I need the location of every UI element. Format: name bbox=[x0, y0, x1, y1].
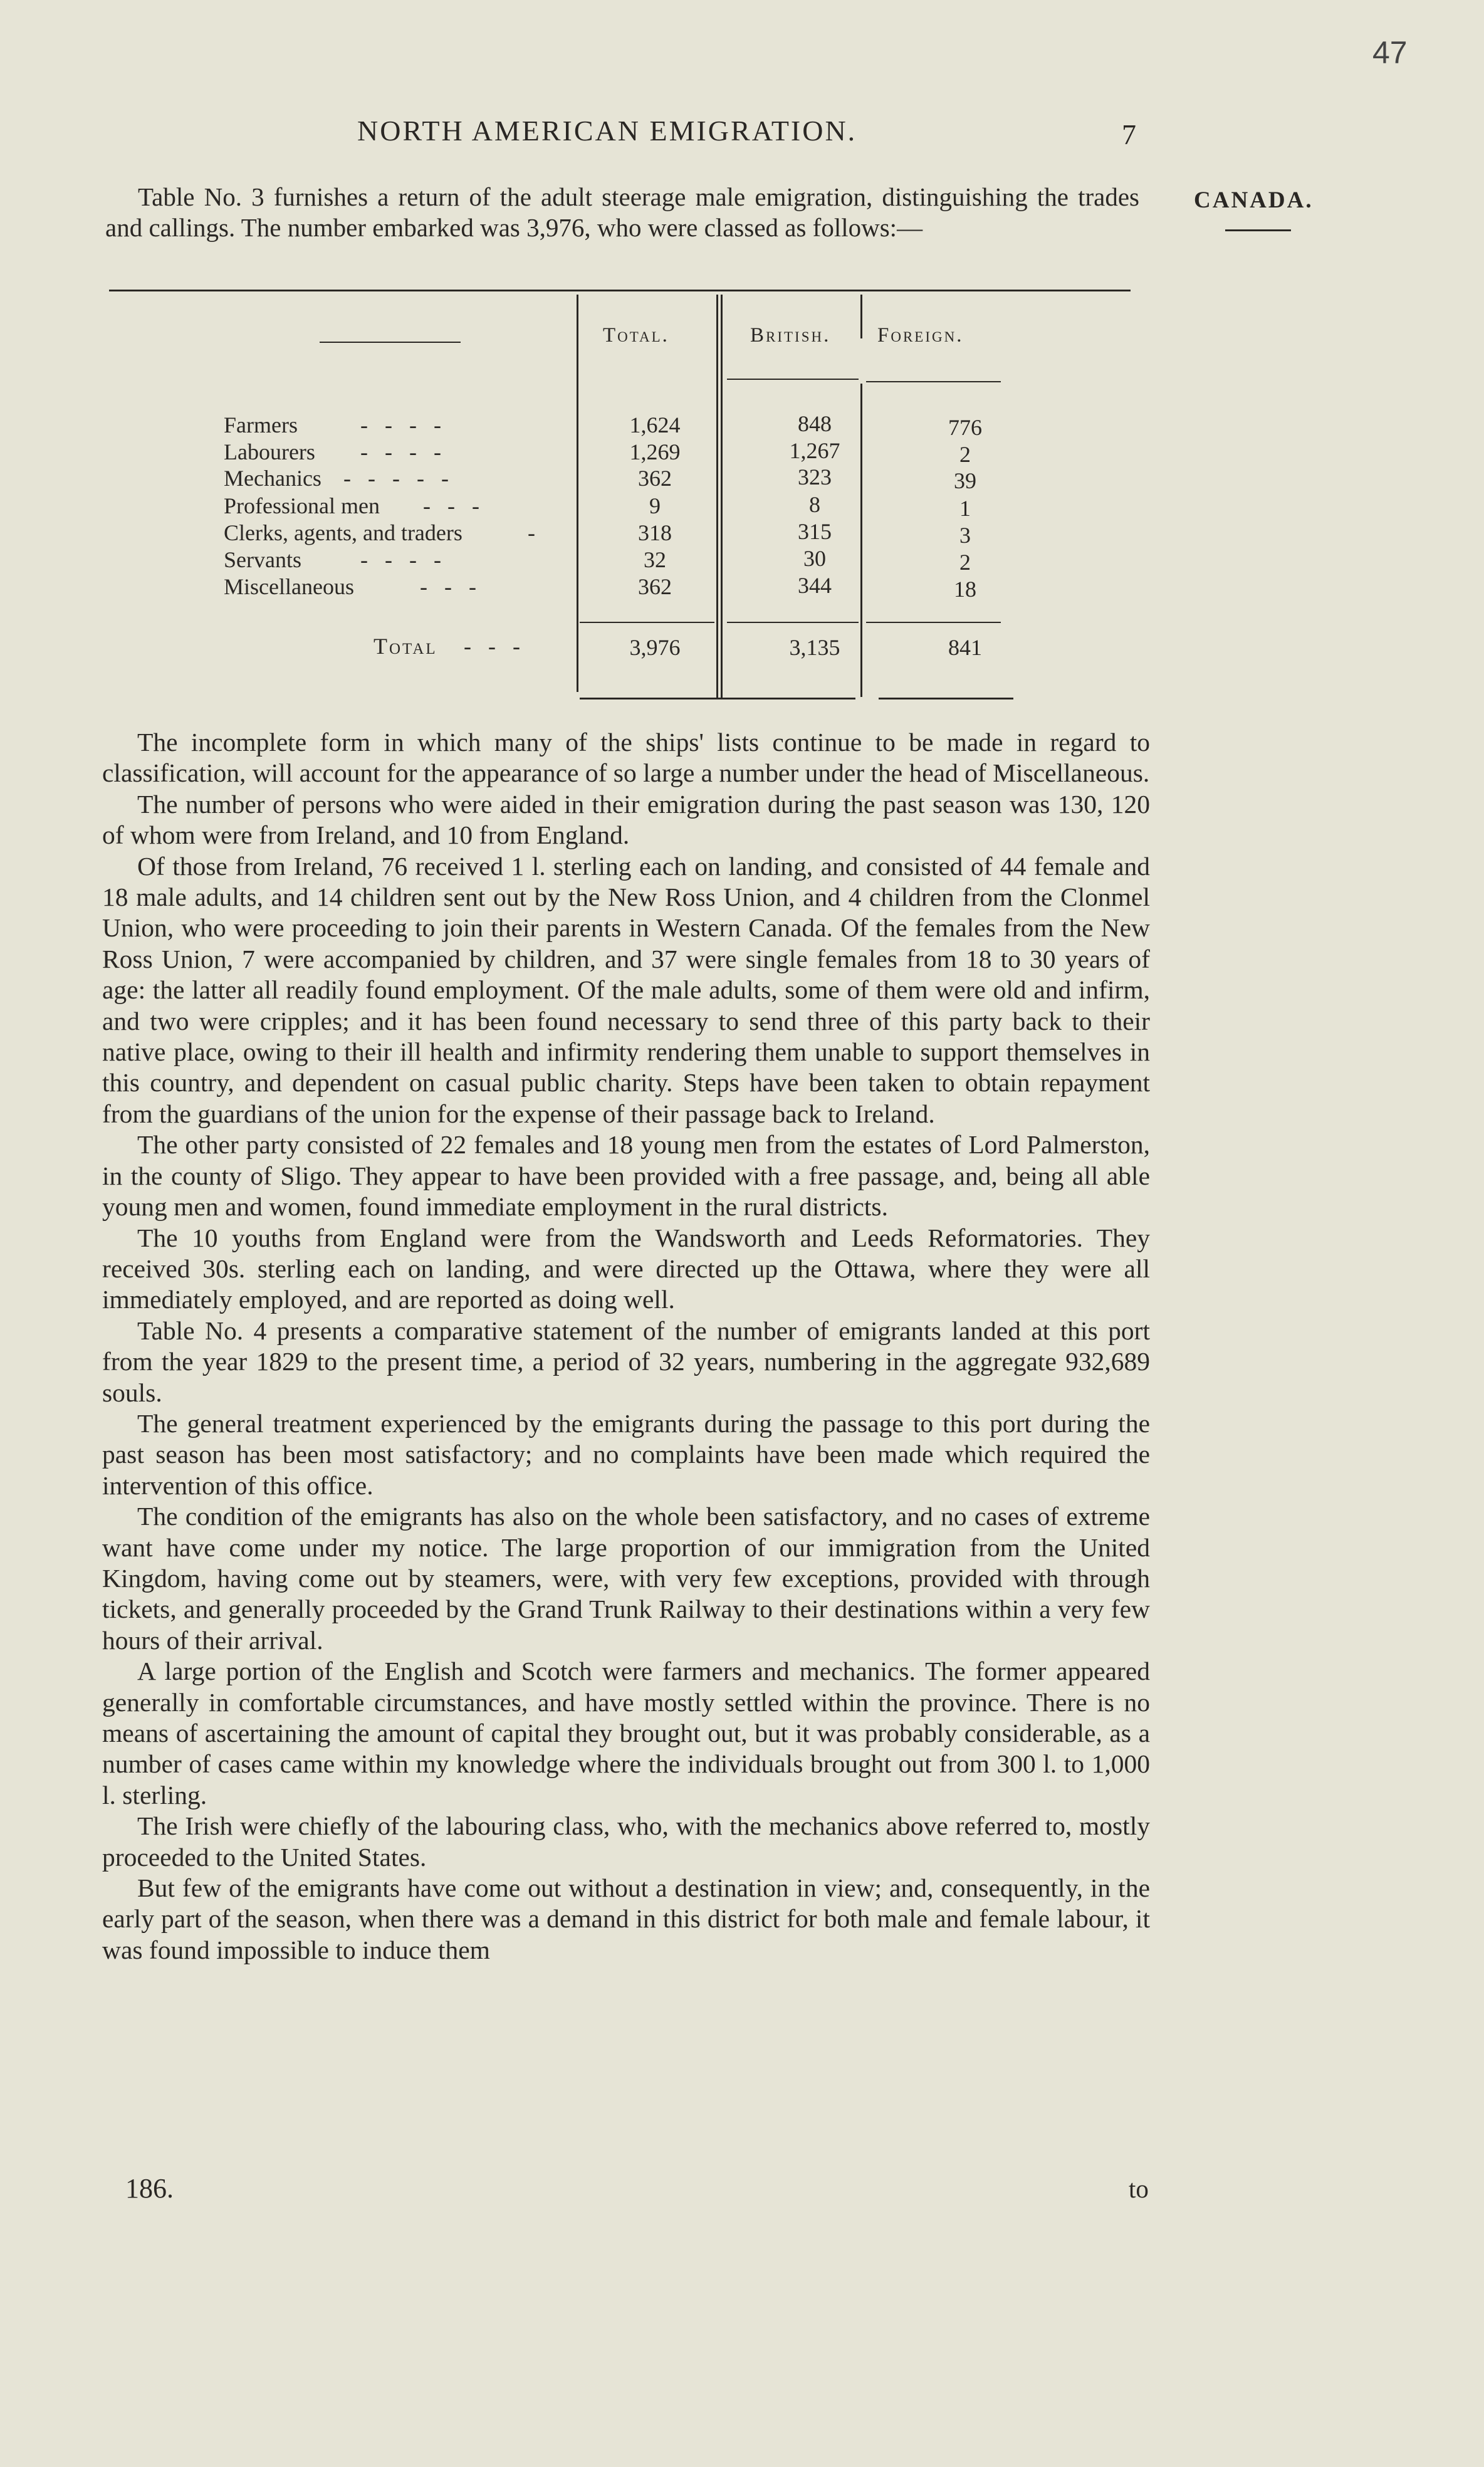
row-foreign: 39 bbox=[954, 468, 976, 493]
row-british: 1,267 bbox=[789, 438, 840, 463]
header-british: British. bbox=[750, 324, 831, 347]
header-foreign: Foreign. bbox=[877, 324, 964, 347]
row-british: 8 bbox=[809, 492, 820, 517]
totals-british: 3,135 bbox=[789, 635, 840, 660]
row-label: Servants bbox=[224, 547, 301, 572]
table-top-rule bbox=[109, 290, 1131, 291]
paragraph: A large portion of the English and Scotch were farmers and mechanics. The former appeared generally in comfortable circumstances, and have mostly settled within the province. There is no means of ascertaining the amount of capital they brought out, but it was probably considerable, as a number of cases came within my knowledge where the individuals brought out from 300 l. to 1,000 l. sterling. bbox=[102, 1657, 1150, 1810]
row-dashes: - - - - bbox=[360, 439, 441, 464]
row-dashes: - - - - - bbox=[343, 466, 449, 491]
row-foreign: 18 bbox=[954, 577, 976, 602]
paragraph: But few of the emigrants have come out without a destination in view; and, consequently, in the early part of the season, when there was a demand in this district for both male and female labour, it was found impossible to induce them bbox=[102, 1873, 1150, 1964]
table-bottom-rule-left bbox=[580, 698, 855, 699]
row-foreign: 776 bbox=[948, 415, 982, 440]
paragraph: The other party consisted of 22 females and 18 young men from the estates of Lord Palmerston, in the county of Sligo. They appear to have been provided with a free passage, and, being all able young men and women, found immediate employment in the rural districts. bbox=[102, 1130, 1150, 1222]
paragraph: Table No. 4 presents a comparative statement of the number of emigrants landed at this port from the year 1829 to the present time, a period of 32 years, numbering in the aggregate 932,689 souls. bbox=[102, 1316, 1150, 1407]
row-label: Mechanics bbox=[224, 466, 321, 491]
row-dashes: - - - bbox=[420, 574, 476, 599]
row-total: 362 bbox=[638, 574, 672, 599]
row-total: 1,269 bbox=[629, 439, 681, 464]
totals-total: 3,976 bbox=[629, 635, 681, 660]
row-label: Clerks, agents, and traders bbox=[224, 520, 462, 545]
row-foreign: 1 bbox=[959, 496, 971, 521]
row-total: 32 bbox=[644, 547, 666, 572]
table-bottom-rule-right bbox=[879, 698, 1013, 699]
row-label: Farmers bbox=[224, 412, 298, 437]
row-dashes: - - - - bbox=[360, 412, 441, 437]
row-foreign: 2 bbox=[959, 550, 971, 575]
paragraph: The 10 youths from England were from the Wandsworth and Leeds Reformatories. They received 30s. sterling each on landing, and were directed up the Ottawa, where they were all immediately employed, and are reported as doing well. bbox=[102, 1223, 1150, 1314]
col-divider-1 bbox=[577, 295, 578, 692]
col-divider-3-top bbox=[860, 295, 862, 338]
margin-label: CANADA. bbox=[1194, 187, 1314, 213]
row-dashes: - - - bbox=[423, 493, 479, 518]
paragraph: The condition of the emigrants has also on the whole been satisfactory, and no cases of extreme want have come under my notice. The large proportion of our immigration from the United Kingdom, having come out by steamers, were, with very few exceptions, provided with through tickets, and generally proceeded by the Grand Trunk Railway to their destinations within a very few hours of their arrival. bbox=[102, 1502, 1150, 1655]
row-british: 344 bbox=[798, 573, 832, 598]
body-text bbox=[102, 727, 1150, 1966]
stub-header-rule bbox=[320, 342, 461, 343]
row-british: 30 bbox=[803, 546, 826, 571]
row-british: 848 bbox=[798, 411, 832, 436]
row-british: 323 bbox=[798, 464, 832, 490]
paragraph: The general treatment experienced by the emigrants during the passage to this port during the past season has been most satisfactory; and no complaints have been made which required the intervention of this office. bbox=[102, 1408, 1150, 1500]
running-head: NORTH AMERICAN EMIGRATION. bbox=[357, 115, 857, 147]
row-label: Labourers bbox=[224, 439, 315, 464]
paragraph: Of those from Ireland, 76 received 1 l. sterling each on landing, and consisted of 44 female and 18 male adults, and 14 children sent out by the New Ross Union, and 4 children from the Clonmel Union, who were proceeding to join their parents in Western Canada. Of the females from the New Ross Union, 7 were accompanied by children, and 37 were single females from 18 to 30 years of age: the latter all readily found employment. Of the male adults, some of them were old and infirm, and two were cripples; and it has been found necessary to send three of this party back to their native place, owing to their ill health and infirmity rendering them unable to support themselves in this country, and dependent on casual public charity. Steps have been taken to obtain repayment from the guardians of the union for the expense of their passage back to Ireland. bbox=[102, 851, 1150, 1128]
row-british: 315 bbox=[798, 519, 832, 544]
row-total: 9 bbox=[649, 493, 661, 518]
paragraph: The Irish were chiefly of the labouring class, who, with the mechanics above referred to, mostly proceeded to the United States. bbox=[102, 1811, 1150, 1872]
foreign-sum-rule bbox=[866, 622, 1001, 623]
row-total: 1,624 bbox=[629, 412, 681, 437]
header-total: Total. bbox=[603, 324, 669, 347]
total-sum-rule bbox=[580, 622, 714, 623]
row-foreign: 3 bbox=[959, 523, 971, 548]
foreign-header-rule bbox=[866, 381, 1001, 382]
totals-dashes: - - - bbox=[464, 634, 520, 659]
paragraph: The number of persons who were aided in their emigration during the past season was 130, 120 of whom were from Ireland, and 10 from England. bbox=[102, 789, 1150, 850]
british-sum-rule bbox=[727, 622, 859, 623]
row-total: 362 bbox=[638, 466, 672, 491]
paragraph: The incomplete form in which many of the ships' lists continue to be made in regard to classification, will account for the appearance of so large a number under the head of Miscellaneous. bbox=[102, 728, 1150, 788]
intro-text: Table No. 3 furnishes a return of the adult steerage male emigration, distinguishing the trades and callings. The number embarked was 3,976, who were classed as follows:— bbox=[105, 182, 1139, 242]
row-dashes: - bbox=[528, 520, 535, 545]
intro-paragraph bbox=[105, 182, 1139, 243]
row-foreign: 2 bbox=[959, 442, 971, 467]
row-dashes: - - - - bbox=[360, 547, 441, 572]
totals-label: Total bbox=[374, 634, 437, 659]
margin-rule bbox=[1225, 229, 1291, 231]
footer-signature: 186. bbox=[125, 2173, 174, 2204]
row-label: Miscellaneous bbox=[224, 574, 354, 599]
page-number: 7 bbox=[1122, 118, 1136, 150]
catchword: to bbox=[1129, 2174, 1149, 2203]
row-label: Professional men bbox=[224, 493, 380, 518]
totals-foreign: 841 bbox=[948, 635, 982, 660]
archive-page-number: 47 bbox=[1372, 35, 1408, 70]
british-header-rule bbox=[727, 379, 859, 380]
row-total: 318 bbox=[638, 520, 672, 545]
